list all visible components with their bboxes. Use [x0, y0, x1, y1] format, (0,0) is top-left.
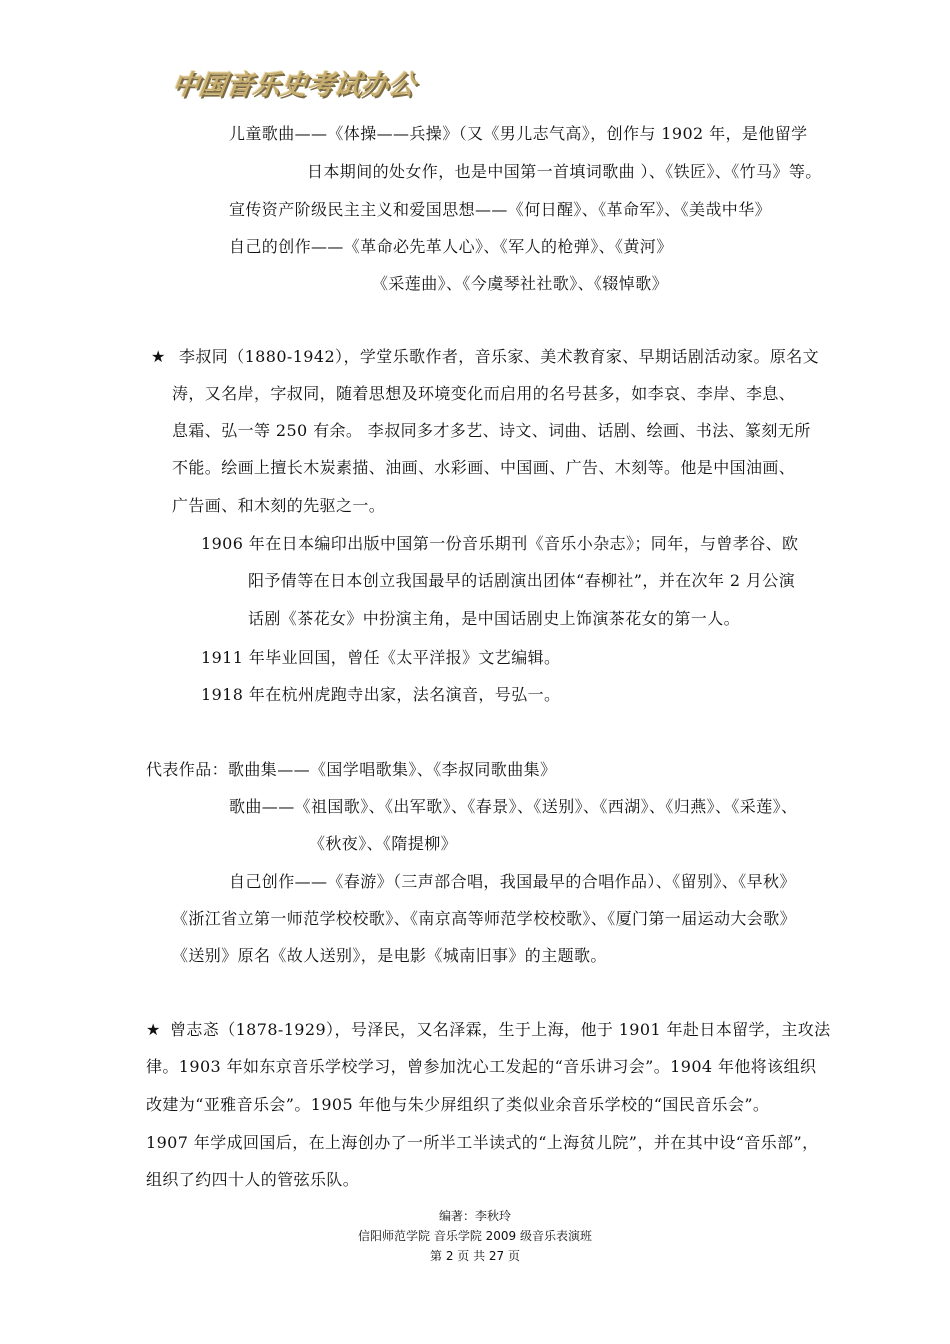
text-line: 自己创作——《春游》（三声部合唱，我国最早的合唱作品）、《留别》、《早秋》 — [229, 872, 796, 891]
text-line: 息霜、弘一等 250 有余。 李叔同多才多艺、诗文、词曲、话剧、绘画、书法、篆刻无所 — [172, 421, 811, 440]
star-icon: ★ — [146, 1020, 161, 1039]
text-line: 1911 年毕业回国，曾任《太平洋报》文艺编辑。 — [201, 648, 561, 667]
text-line: 李叔同（1880-1942），学堂乐歌作者，音乐家、美术教育家、早期话剧活动家。原名文 — [179, 347, 820, 366]
text-line: 曾志忞（1878-1929），号泽民，又名泽霖，生于上海，他于 1901 年赴日本留学，主攻法 — [170, 1020, 831, 1039]
text-line: 广告画、和木刻的先驱之一。 — [172, 496, 386, 515]
text-line: 儿童歌曲——《体操——兵操》（又《男儿志气高》，创作与 1902 年，是他留学 — [229, 124, 808, 143]
text-line: 宣传资产阶级民主主义和爱国思想——《何日醒》、《革命军》、《美哉中华》 — [229, 200, 772, 219]
text-line: 1918 年在杭州虎跑寺出家，法名演音，号弘一。 — [201, 685, 561, 704]
text-line: 《秋夜》、《隋提柳》 — [309, 834, 458, 853]
text-line: 不能。绘画上擅长木炭素描、油画、水彩画、中国画、广告、木刻等。他是中国油画、 — [172, 458, 796, 477]
text-line: 自己的创作——《革命必先革人心》、《军人的枪弹》、《黄河》 — [229, 237, 673, 256]
text-line: 组织了约四十人的管弦乐队。 — [146, 1170, 360, 1189]
text-line: 《采莲曲》、《今虞琴社社歌》、《辍悼歌》 — [372, 274, 669, 293]
text-line: 改建为“亚雅音乐会”。1905 年他与朱少屏组织了类似业余音乐学校的“国民音乐会”。 — [146, 1095, 770, 1114]
footer-school: 信阳师范学院 音乐学院 2009 级音乐表演班 — [358, 1229, 592, 1243]
text-line: 1906 年在日本编印出版中国第一份音乐期刊《音乐小杂志》；同年，与曾孝谷、欧 — [201, 534, 799, 553]
footer-page-number: 第 2 页 共 27 页 — [430, 1249, 520, 1263]
text-line: 涛，又名岸，字叔同，随着思想及环境变化而启用的名号甚多，如李哀、李岸、李息、 — [172, 384, 796, 403]
text-line: 律。1903 年如东京音乐学校学习，曾参加沈心工发起的“音乐讲习会”。1904 年他将该组织 — [146, 1057, 817, 1076]
star-icon: ★ — [151, 347, 166, 366]
header-logo: 中国音乐史考试办公 — [169, 70, 418, 101]
text-line: 《浙江省立第一师范学校校歌》、《南京高等师范学校校歌》、《厦门第一届运动大会歌》 — [172, 909, 797, 928]
text-line: 阳予倩等在日本创立我国最早的话剧演出团体“春柳社”，并在次年 2 月公演 — [248, 571, 796, 590]
text-line: 代表作品：歌曲集——《国学唱歌集》、《李叔同歌曲集》 — [146, 760, 557, 779]
text-line: 日本期间的处女作，也是中国第一首填词歌曲 ）、《铁匠》、《竹马》等。 — [307, 162, 822, 181]
footer-editor: 编著：李秋玲 — [438, 1209, 511, 1223]
text-line: 歌曲——《祖国歌》、《出军歌》、《春景》、《送别》、《西湖》、《归燕》、《采莲》、 — [229, 797, 798, 816]
text-line: 《送别》原名《故人送别》，是电影《城南旧事》的主题歌。 — [172, 946, 607, 965]
text-line: 1907 年学成回国后，在上海创办了一所半工半读式的“上海贫儿院”，并在其中设“音乐部”， — [146, 1133, 819, 1152]
text-line: 话剧《茶花女》中扮演主角，是中国话剧史上饰演茶花女的第一人。 — [248, 609, 741, 628]
